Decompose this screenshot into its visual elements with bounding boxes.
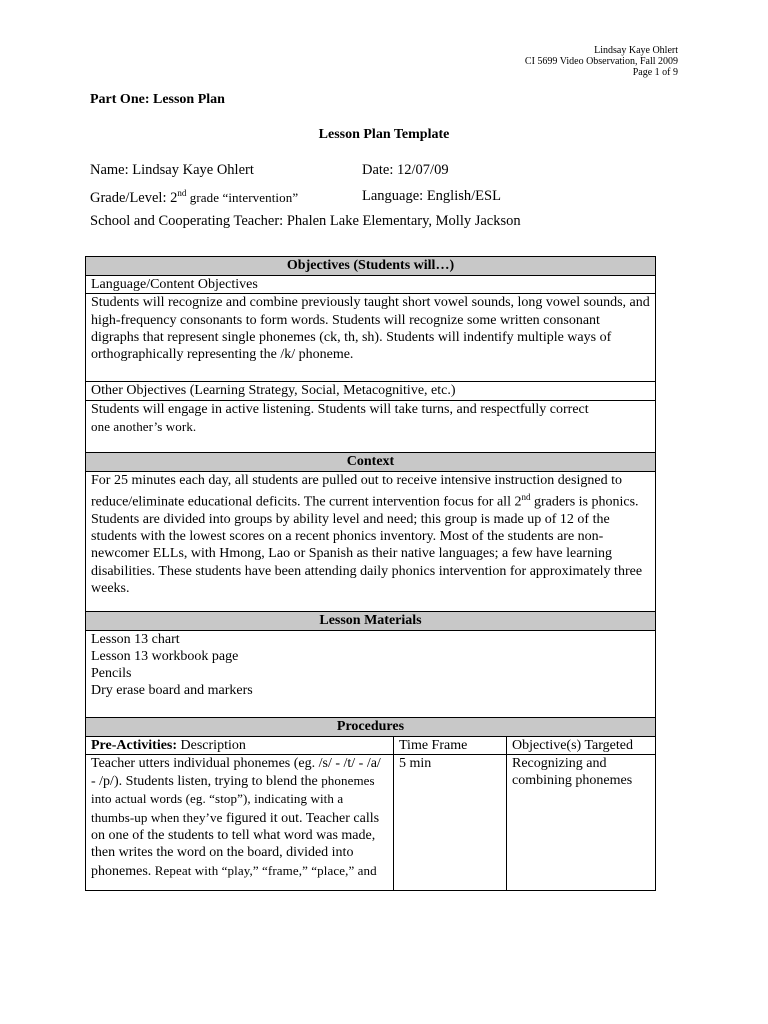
template-title: Lesson Plan Template — [318, 127, 450, 142]
part-title: Part One: Lesson Plan — [90, 92, 225, 107]
school-field: School and Cooperating Teacher: Phalen Lake Elementary, Molly Jackson — [90, 213, 521, 229]
list-item: Dry erase board and markers — [91, 683, 253, 699]
procedure-objective: Recognizing and combining phonemes — [507, 754, 656, 890]
grade-field: Grade/Level: 2nd grade “intervention” — [90, 188, 299, 206]
materials-heading-row — [86, 611, 656, 630]
lang-content-text: Students will recognize and combine previously taught short vowel sounds, long vowel sounds, and high-frequency consonants to form words. Students will recognize some written consonant digraphs that represent single phonemes (ck, th, sh). Students will indentify multiple ways of orthographically representing the /k/ phoneme. — [86, 294, 656, 382]
lang-content-label: Language/Content Objectives — [86, 276, 656, 294]
procedure-time: 5 min — [394, 754, 507, 890]
page-header — [525, 45, 678, 78]
list-item: Pencils — [91, 666, 132, 682]
context-heading-row — [86, 452, 656, 471]
author-line: Lindsay Kaye Ohlert — [594, 45, 678, 56]
page-number: Page 1 of 9 — [632, 67, 678, 78]
procedures-heading-row — [86, 717, 656, 736]
table-row — [86, 754, 656, 890]
context-heading: Context — [86, 452, 656, 471]
context-text: For 25 minutes each day, all students are pulled out to receive intensive instruction designed to reduce/eliminate educational deficits. The current intervention focus for all 2nd graders is phonics. Students are divided into groups by ability level and need; this group is made up of 12 of the students with the lowest scores on a recent phonics inventory. Most of the students are non-newcomer ELLs, with Hmong, Lao or Spanish as their native languages; a few have learning disabilities. These students have been attending daily phonics intervention for approximately three weeks. — [86, 471, 656, 611]
list-item: Lesson 13 chart — [91, 631, 180, 647]
language-field: Language: English/ESL — [362, 188, 501, 204]
procedure-description: Teacher utters individual phonemes (eg. /s/ - /t/ - /a/ - /p/). Students listen, trying to blend the phonemes into actual words (eg. “stop”), indicating with a thumbs-up when they’ve figured it out. Teacher calls on one of the students to tell what word was made, then writes the word on the board, divided into phonemes. Repeat with “play,” “frame,” “place,” and — [86, 754, 394, 890]
materials-heading: Lesson Materials — [86, 611, 656, 630]
info-grade-language — [90, 188, 501, 207]
name-field: Name: Lindsay Kaye Ohlert — [90, 162, 254, 178]
objectives-heading: Objectives (Students will…) — [86, 257, 656, 276]
time-column-header: Time Frame — [394, 736, 507, 754]
materials-list — [86, 630, 656, 717]
course-line: CI 5699 Video Observation, Fall 2009 — [524, 56, 678, 67]
lesson-plan-table — [85, 256, 656, 891]
date-field: Date: 12/07/09 — [362, 162, 449, 178]
description-column-header: Pre-Activities: Description — [86, 736, 394, 754]
procedures-heading: Procedures — [86, 717, 656, 736]
info-name-date — [90, 162, 449, 179]
other-objectives-text: Students will engage in active listening. Students will take turns, and respectfully correct one another’s work. — [86, 400, 656, 452]
list-item: Lesson 13 workbook page — [91, 648, 239, 664]
objective-column-header: Objective(s) Targeted — [507, 736, 656, 754]
procedures-column-headers — [86, 736, 656, 754]
objectives-heading-row — [86, 257, 656, 276]
other-objectives-label: Other Objectives (Learning Strategy, Social, Metacognitive, etc.) — [86, 382, 656, 400]
